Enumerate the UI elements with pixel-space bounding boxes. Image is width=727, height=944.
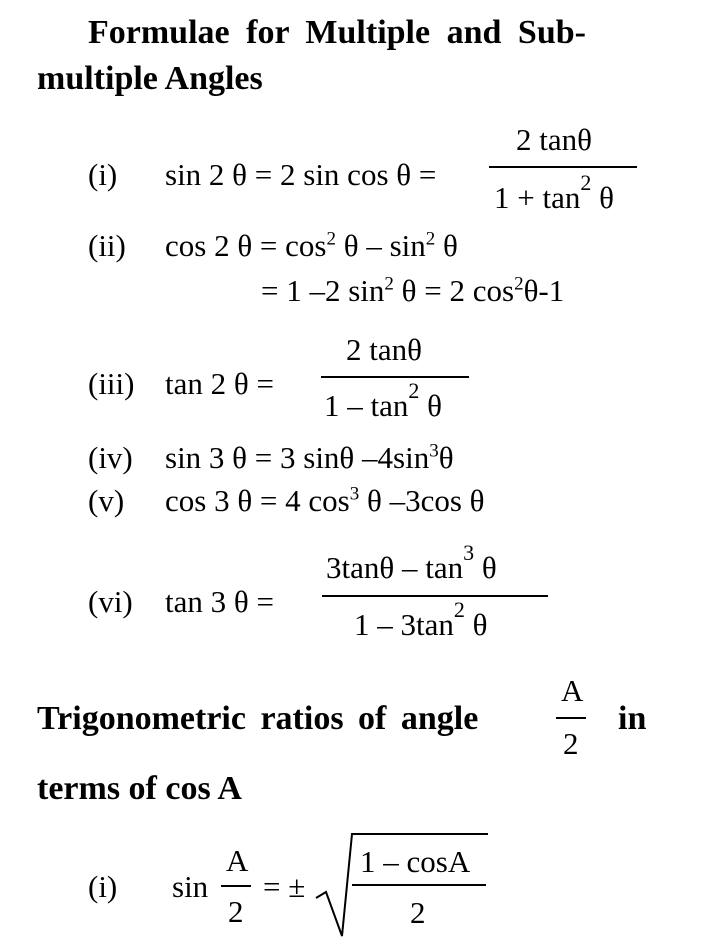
half-angle-i-root-numerator: 1 – cosA [360,844,471,879]
heading-2-fraction-bar [556,717,586,719]
formula-vi-lhs: tan 3 θ = [165,584,274,619]
formula-i-lhs: sin 2 θ = 2 sin cos θ = [165,157,437,192]
half-angle-i-fraction-bar [221,885,251,887]
formula-iv-expression: sin 3 θ = 3 sinθ $-4\sin^3\theta$ [165,440,454,475]
formula-v-expression: cos 3 θ = 4 $\cos^3 \theta$ –3cos θ [165,483,485,518]
heading-2-fraction-numerator: A [561,673,584,708]
heading-line-1: Formulae for Multiple and Sub- [88,14,586,51]
formula-ii-line-2: = 1 –2 $\sin^2 \theta = 2$ $\cos^2\theta-1$ [261,273,565,308]
formula-iv-number: (iv) [88,440,133,475]
formula-i-numerator: 2 tanθ [516,122,592,157]
formula-ii-number: (ii) [88,228,126,263]
half-angle-i-number: (i) [88,869,118,904]
heading-2-fraction-denominator: 2 [563,726,579,761]
formula-i-denominator: $1 + \tan^2 \theta$ [494,170,614,215]
half-angle-i-function: sin [172,869,209,904]
formula-iii-numerator: 2 tanθ [346,332,422,367]
half-angle-i-root-fraction-bar [352,884,486,886]
half-angle-i-fraction-numerator: A [226,843,249,878]
heading-2-text: Trigonometric ratios of angle [37,700,479,737]
formula-iii-lhs: tan 2 θ = [165,366,274,401]
formula-i-fraction-bar [489,166,637,168]
heading-2-in: in [618,700,647,737]
half-angle-i-fraction-denominator: 2 [228,894,244,929]
formula-vi-number: (vi) [88,584,133,619]
formula-vi-denominator: $1 - 3\tan^2$ θ [354,597,488,642]
formula-iii-number: (iii) [88,366,135,401]
half-angle-i-root-denominator: 2 [410,895,426,930]
formula-vi-fraction-bar [322,595,548,597]
formula-iii-fraction-bar [321,376,469,378]
formula-v-number: (v) [88,483,125,518]
half-angle-i-equals: = ± [263,869,306,904]
formula-iii-denominator: $1 - \tan^2 \theta$ [324,378,442,423]
formula-vi-numerator: $3\tan\theta - \tan^3 \theta$ [326,540,497,585]
formula-i-number: (i) [88,157,118,192]
heading-2-line-2: terms of cos A [37,770,242,807]
formula-ii-line-1: cos 2 $\theta = \cos^2 \theta - \sin^2 \theta$ [165,228,458,263]
heading-line-2: multiple Angles [37,60,263,97]
